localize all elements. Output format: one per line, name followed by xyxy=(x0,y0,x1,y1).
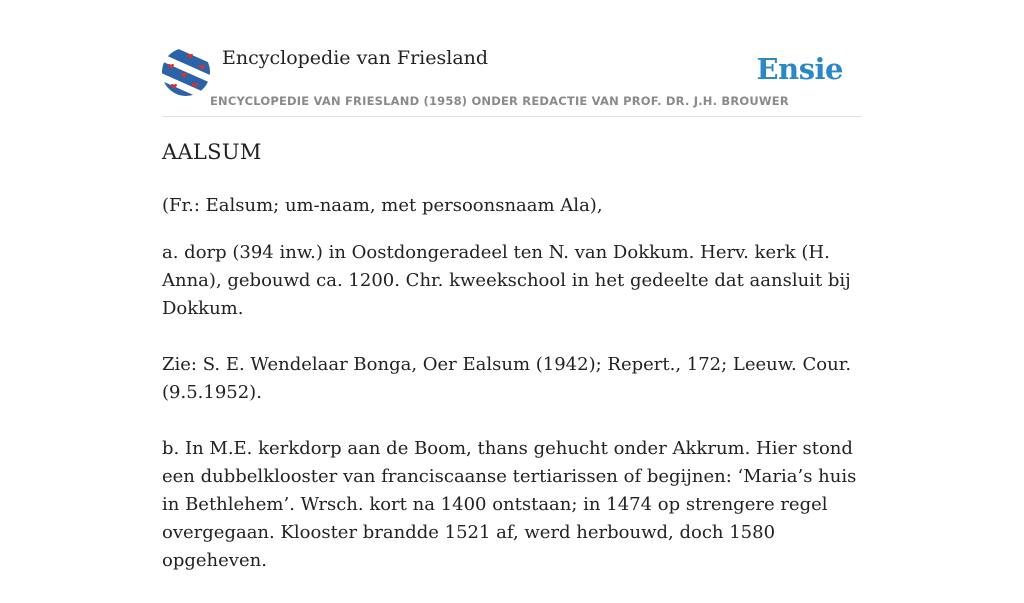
site-title[interactable]: Encyclopedie van Friesland xyxy=(222,47,489,69)
entry-title: AALSUM xyxy=(162,140,262,164)
site-header xyxy=(162,44,862,117)
entry-body xyxy=(162,192,867,603)
entry-etymology: (Fr.: Ealsum; um-naam, met persoonsnaam Ala), xyxy=(162,195,603,216)
frisian-flag-icon[interactable] xyxy=(162,48,210,96)
entry-paragraph: a. dorp (394 inw.) in Oostdongeradeel ten N. van Dokkum. Herv. kerk (H. Anna), gebouwd ca. 1200. Chr. kweekschool in het gedeelte dat aansluit bij Dokkum. xyxy=(162,242,851,319)
entry-paragraph: b. In M.E. kerkdorp aan de Boom, thans gehucht onder Akkrum. Hier stond een dubbelklooster van franciscaanse tertiarissen of begijnen: ‘Maria’s huis in Bethlehem’. Wrsch. kort na 1400 ontstaan; in 1474 op strengere regel overgegaan. Klooster brandde 1521 af, werd herbouwd, doch 1580 opgeheven. xyxy=(162,438,857,571)
entry-paragraph: Zie: S. E. Wendelaar Bonga, Oer Ealsum (1942); Repert., 172; Leeuw. Cour. (9.5.1952). xyxy=(162,354,852,403)
site-subtitle: ENCYCLOPEDIE VAN FRIESLAND (1958) ONDER REDACTIE VAN PROF. DR. J.H. BROUWER xyxy=(210,94,789,108)
brand-logo[interactable]: Ensie xyxy=(756,52,843,86)
